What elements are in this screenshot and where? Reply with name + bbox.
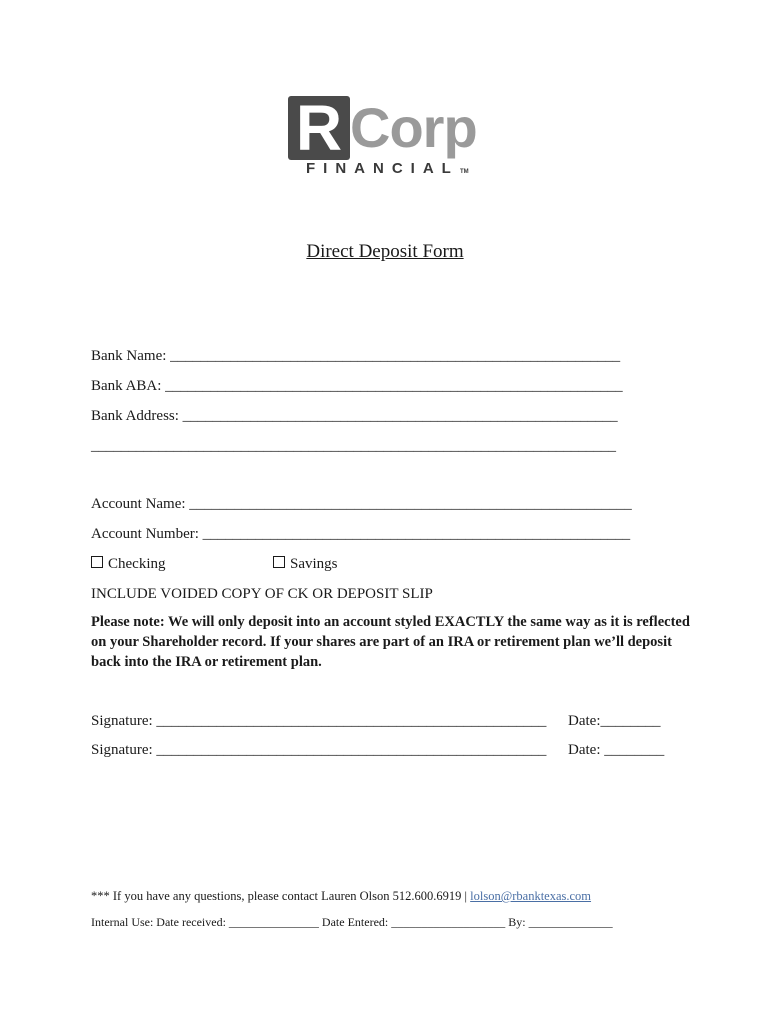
savings-label: Savings bbox=[290, 556, 338, 572]
questions-note bbox=[91, 889, 591, 904]
savings-checkbox[interactable] bbox=[273, 556, 285, 568]
include-voided-note: INCLUDE VOIDED COPY OF CK OR DEPOSIT SLIP bbox=[91, 586, 433, 602]
signature-line-1[interactable]: Signature: ____________________________________________________ bbox=[91, 713, 547, 729]
savings-option[interactable] bbox=[273, 555, 338, 573]
logo-r-mark: R bbox=[288, 96, 350, 160]
checking-checkbox[interactable] bbox=[91, 556, 103, 568]
bank-aba-field[interactable]: Bank ABA: _____________________________________________________________ bbox=[91, 378, 623, 394]
internal-use-line: Internal Use: Date received: _______________ Date Entered: ___________________ By: ______________ bbox=[91, 915, 613, 929]
form-title: Direct Deposit Form bbox=[306, 241, 464, 262]
checking-label: Checking bbox=[108, 556, 166, 572]
questions-text: *** If you have any questions, please contact Lauren Olson 512.600.6919 | bbox=[91, 889, 471, 903]
company-logo bbox=[288, 92, 488, 185]
signature-line-2[interactable]: Signature: ____________________________________________________ bbox=[91, 742, 547, 758]
checking-option[interactable] bbox=[91, 555, 166, 573]
bank-name-field[interactable]: Bank Name: ____________________________________________________________ bbox=[91, 348, 621, 364]
bank-address-line-2[interactable]: ______________________________________________________________________ bbox=[91, 438, 616, 454]
account-name-field[interactable]: Account Name: ___________________________________________________________ bbox=[91, 496, 632, 512]
date-line-1[interactable]: Date:________ bbox=[568, 713, 661, 729]
contact-email-link[interactable]: lolson@rbanktexas.com bbox=[470, 889, 592, 903]
please-note-paragraph: Please note: We will only deposit into an account styled EXACTLY the same way as it is reflected on your Shareholder record. If your shares are part of an IRA or retirement plan we’ll deposit back into the IRA or retirement plan. bbox=[91, 614, 690, 670]
account-number-field[interactable]: Account Number: _________________________________________________________ bbox=[91, 526, 631, 542]
logo-subtitle: FINANCIAL bbox=[306, 160, 459, 177]
logo-trademark: TM bbox=[460, 169, 469, 175]
bank-address-field[interactable]: Bank Address: __________________________________________________________ bbox=[91, 408, 618, 424]
date-line-2[interactable]: Date: ________ bbox=[568, 742, 665, 758]
logo-wordmark: Corp bbox=[350, 96, 477, 159]
